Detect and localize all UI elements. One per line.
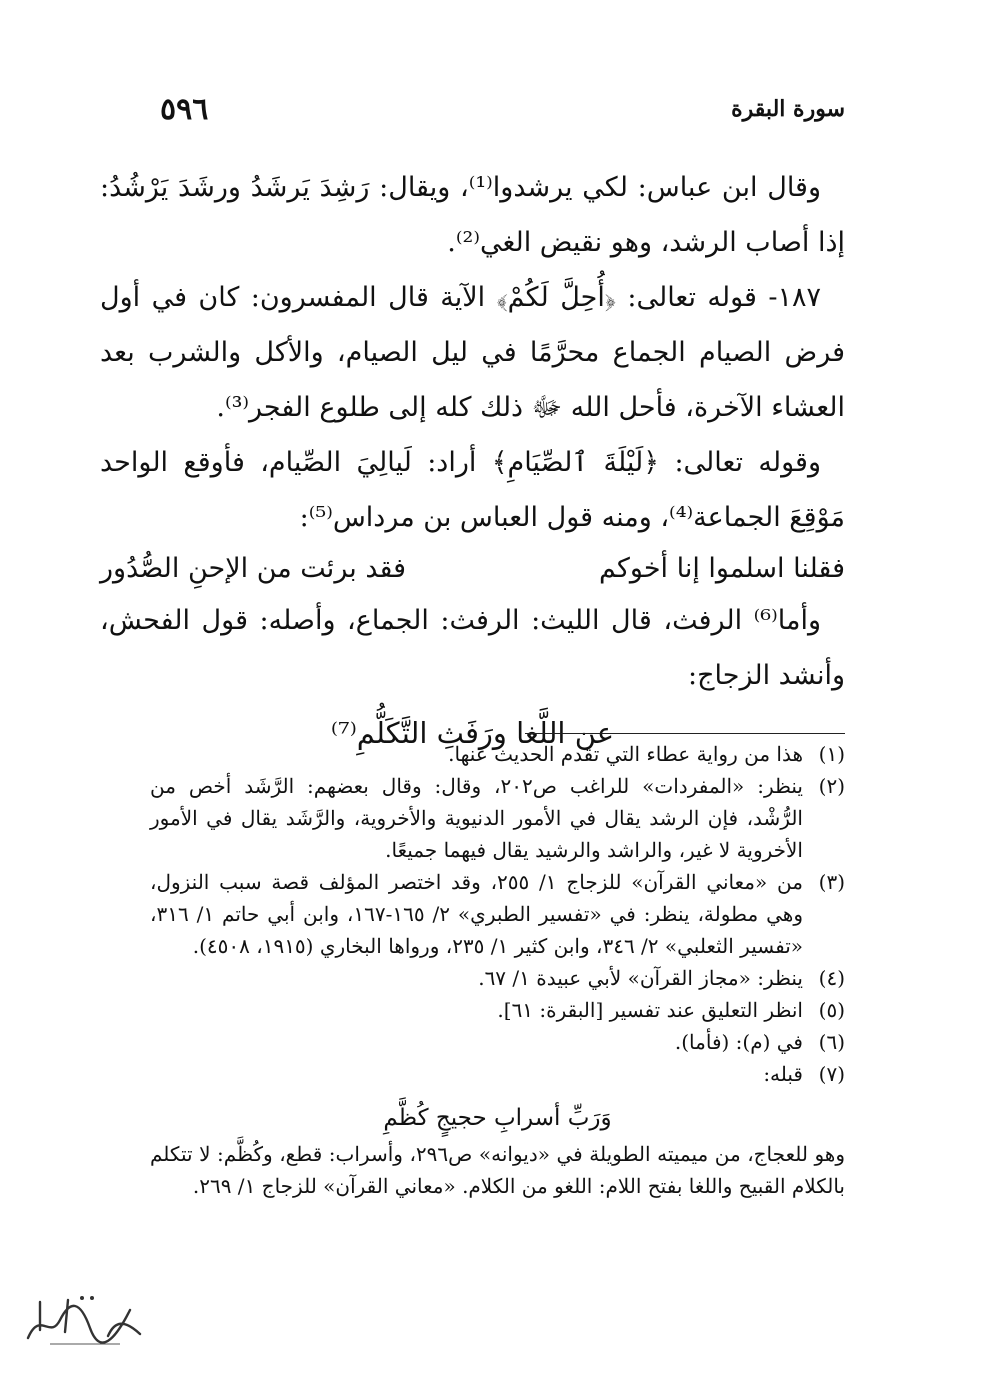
footnote-text: من «معاني القرآن» للزجاج ١/ ٢٥٥، وقد اختصر المؤلف قصة سبب النزول، وهي مطولة، ينظر: في «تفسير الطبري» ٢/ ١٦٥-١٦٧، وابن أبي حاتم ١/ ٣١٦، «تفسير الثعلبي» ٢/ ٣٤٦، وابن كثير ١/ ٢٣٥، ورواها البخاري (١٩١٥، ٤٥٠٨). (150, 870, 803, 958)
footnote-number: (٧) (818, 1062, 845, 1086)
footnote-text: في (م): (فأما). (674, 1030, 803, 1054)
footnotes (150, 738, 845, 1202)
page-number: ٥٩٦ (160, 92, 209, 127)
footnote-text: قبله: (763, 1062, 803, 1086)
footnote-2 (150, 770, 845, 866)
paragraph-1: وقال ابن عباس: لكي يرشدوا⁽¹⁾، ويقال: رَشِدَ يَرشَدُ ورشَدَ يَرْشُدُ: إذا أصاب الرشد، وهو نقيض الغي⁽²⁾. (100, 172, 845, 258)
page-header (160, 92, 845, 132)
footnote-continuation: وهو للعجاج، من ميميته الطويلة في «ديوانه» ص٢٩٦، وأسراب: قطع، وكُظَّم: لا تتكلم بالكلام القبيح واللغا بفتح اللام: اللغو من الكلام. «معاني القرآن» للزجاج ١/ ٢٦٩. (150, 1142, 845, 1198)
footnote-text: انظر التعليق عند تفسير [البقرة: ٦١]. (497, 998, 803, 1022)
footnote-number: (٣) (818, 870, 845, 894)
paragraph-2: ١٨٧- قوله تعالى: ﴿أُحِلَّ لَكُمْ﴾ الآية قال المفسرون: كان في أول فرض الصيام الجماع محرَّمًا في ليل الصيام، والأكل والشرب بعد العشاء الآخرة، فأحل الله ﷻ ذلك كله إلى طلوع الفجر⁽³⁾. (100, 282, 845, 423)
footnote-separator (525, 733, 845, 734)
footnote-number: (٤) (818, 966, 845, 990)
footnote-number: (٥) (818, 998, 845, 1022)
paragraph-3: وقوله تعالى: ﴿لَيْلَةَ ٱلصِّيَامِ﴾ أراد: لَيالِيَ الصِّيام، فأوقع الواحد مَوْقِعَ الجماعة⁽⁴⁾، ومنه قول العباس بن مرداس⁽⁵⁾: (100, 447, 845, 533)
poem-verse (100, 545, 845, 593)
poem-hemistich-second: فقد برئت من الإحنِ الصُّدُور (100, 553, 407, 584)
footnote-3 (150, 866, 845, 962)
footnote-text: ينظر: «المفردات» للراغب ص٢٠٢، وقال: وقال بعضهم: الرَّشَد أخص من الرُّشْد، فإن الرشد يقال في الأمور الدنيوية والأخروية، والرَّشَد يقال في الأمور الأخروية لا غير، والراشد والرشيد يقال فيهما جميعًا. (150, 774, 803, 862)
poem-hemistich-first: فقلنا اسلموا إنا أخوكم (599, 553, 845, 584)
library-logo-stamp (20, 1290, 150, 1350)
footnote-1 (150, 738, 845, 770)
footnote-text: هذا من رواية عطاء التي تقدم الحديث عنها. (448, 742, 803, 766)
stamp-graphic (20, 1290, 150, 1350)
quoted-verse: عن اللَّغا ورَفَثِ التَّكَلُّمِ⁽⁷⁾ (330, 716, 615, 750)
surah-title: سورة البقرة (731, 96, 845, 122)
footnote-4 (150, 962, 845, 994)
footnote-6 (150, 1026, 845, 1058)
footnote-number: (١) (818, 742, 845, 766)
footnote-7 (150, 1058, 845, 1090)
footnote-5 (150, 994, 845, 1026)
footnote-number: (٢) (818, 774, 845, 798)
footnote-text: ينظر: «مجاز القرآن» لأبي عبيدة ١/ ٦٧. (478, 966, 803, 990)
footnote-verse: وَرَبِّ أسرابِ حجيجٍ كُظَّمِ (383, 1105, 612, 1131)
paragraph-4: وأما⁽⁶⁾ الرفث، قال الليث: الرفث: الجماع، وأصله: قول الفحش، وأنشد الزجاج: (100, 605, 845, 691)
footnote-number: (٦) (818, 1030, 845, 1054)
main-text (100, 160, 845, 763)
